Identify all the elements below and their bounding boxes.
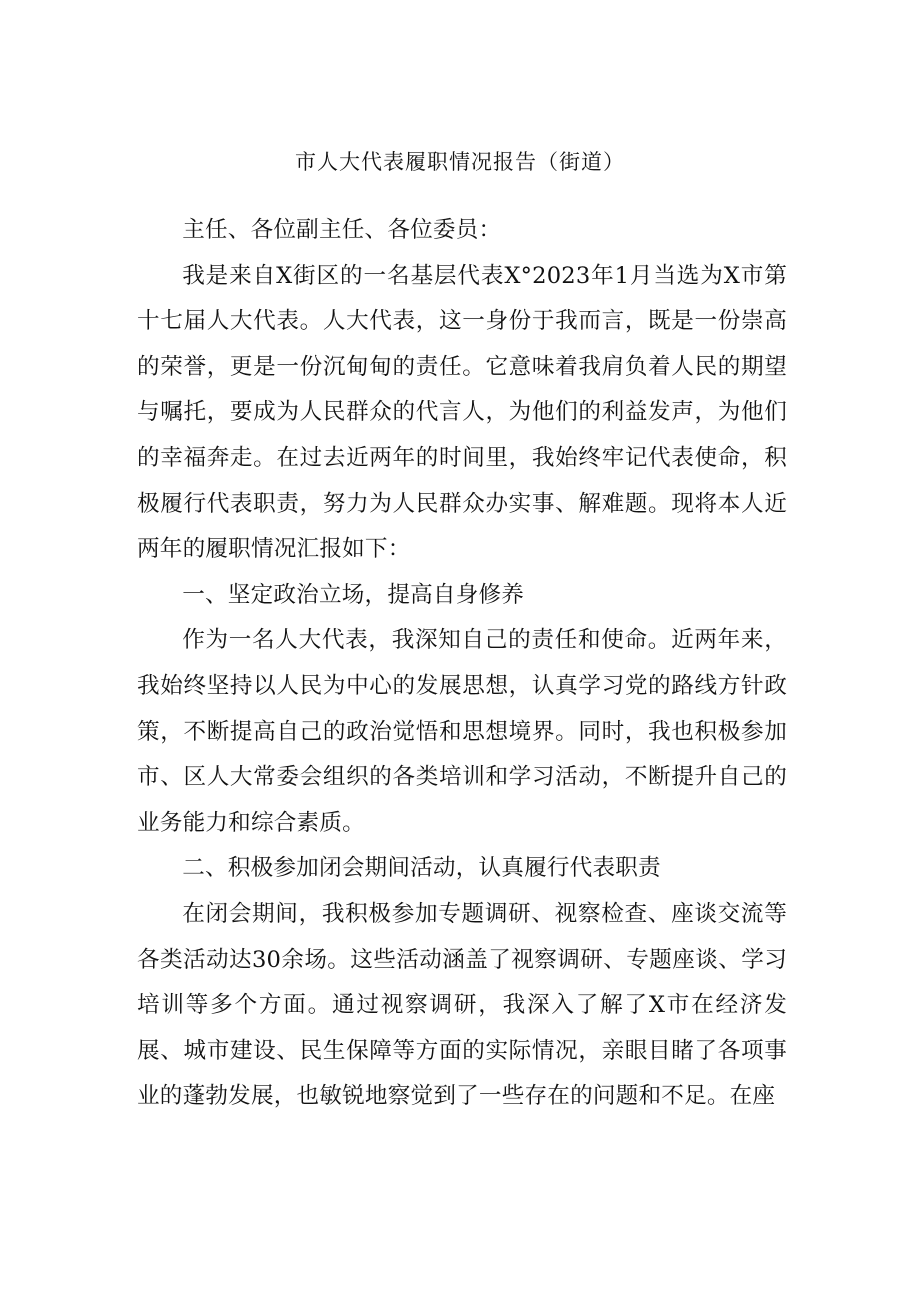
section-1-paragraph: 作为一名人大代表，我深知自己的责任和使命。近两年来，我始终坚持以人民为中心的发展思想，认真学习党的路线方针政策，不断提高自己的政治觉悟和思想境界。同时，我也积极参加市、区人大常委会组织的各类培训和学习活动，不断提升自己的业务能力和综合素质。 xyxy=(137,627,787,836)
section-2-paragraph: 在闭会期间，我积极参加专题调研、视察检查、座谈交流等各类活动达30余场。这些活动涵盖了视察调研、专题座谈、学习培训等多个方面。通过视察调研，我深入了解了X市在经济发展、城市建设、民生保障等方面的实际情况，亲眼目睹了各项事业的蓬勃发展，也敏锐地察觉到了一些存在的问题和不足。在座 xyxy=(137,900,787,1110)
document-title: 市人大代表履职情况报告（街道） xyxy=(295,150,625,174)
section-heading-2: 二、积极参加闭会期间活动，认真履行代表职责 xyxy=(182,855,661,882)
salutation: 主任、各位副主任、各位委员： xyxy=(182,217,502,243)
document-body xyxy=(137,208,787,1120)
intro-paragraph: 我是来自X街区的一名基层代表X°2023年1月当选为X市第十七届人大代表。人大代表，这一身份于我而言，既是一份崇高的荣誉，更是一份沉甸甸的责任。它意味着我肩负着人民的期望与嘱托，要成为人民群众的代言人，为他们的利益发声，为他们的幸福奔走。在过去近两年的时间里，我始终牢记代表使命，积极履行代表职责，努力为人民群众办实事、解难题。现将本人近两年的履职情况汇报如下： xyxy=(137,262,787,563)
section-heading-1: 一、坚定政治立场，提高自身修养 xyxy=(182,581,525,608)
